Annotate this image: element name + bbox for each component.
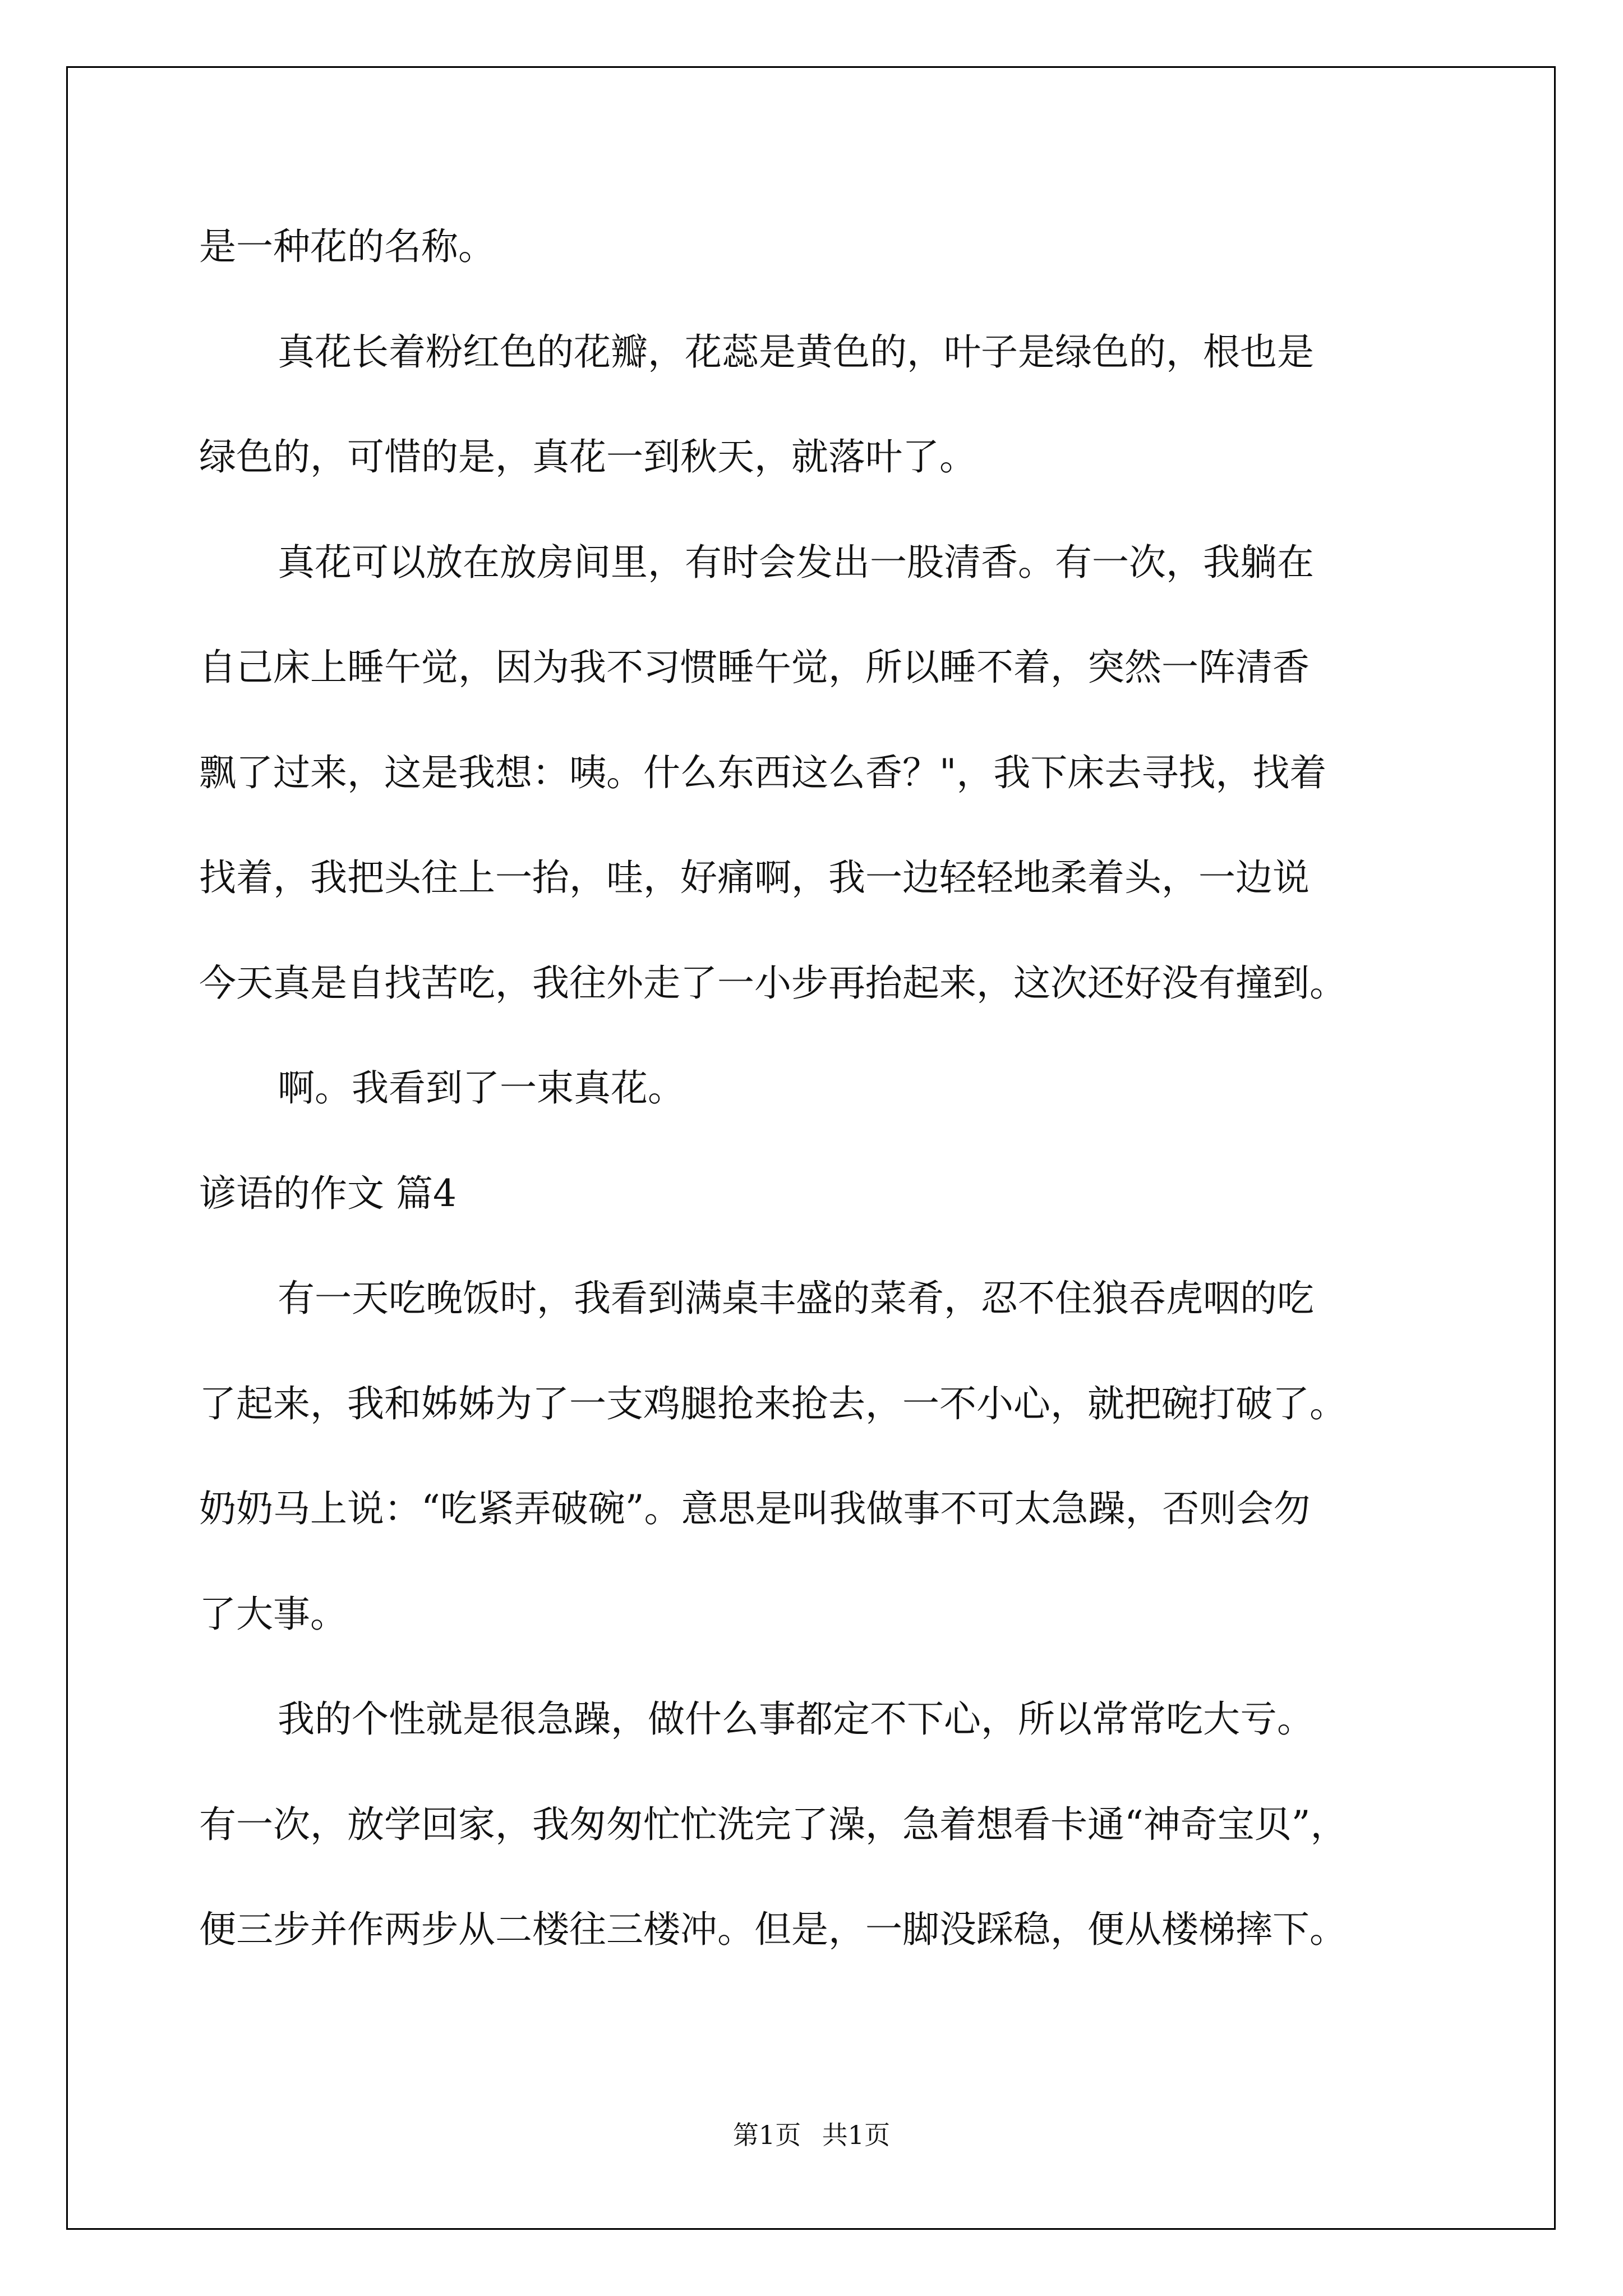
text-line: 了大事。 — [199, 1592, 347, 1636]
text-line: 绿色的，可惜的是，真花一到秋天，就落叶了。 — [199, 435, 976, 478]
text-line: 自己床上睡午觉，因为我不习惯睡午觉，所以睡不着，突然一阵清香 — [199, 646, 1310, 689]
page-footer: 第1页 共1页 — [732, 2120, 891, 2150]
text-line: 有一次，放学回家，我匆匆忙忙洗完了澡，急着想看卡通“神奇宝贝”， — [199, 1802, 1348, 1846]
paragraph-start-line: 真花长着粉红色的花瓣，花蕊是黄色的，叶子是绿色的，根也是 — [278, 330, 1314, 374]
paragraph-start-line: 啊。我看到了一束真花。 — [278, 1066, 685, 1110]
paragraph-start-line: 真花可以放在放房间里，有时会发出一股清香。有一次，我躺在 — [278, 540, 1314, 584]
document-body — [199, 194, 1422, 1982]
paragraph-start-line: 有一天吃晚饭时，我看到满桌丰盛的菜肴，忍不住狼吞虎咽的吃 — [278, 1277, 1314, 1320]
paragraph-start-line: 我的个性就是很急躁，做什么事都定不下心，所以常常吃大亏。 — [278, 1697, 1314, 1741]
text-line: 是一种花的名称。 — [199, 225, 495, 268]
text-line: 了起来，我和姊姊为了一支鸡腿抢来抢去，一不小心，就把碗打破了。 — [199, 1382, 1347, 1425]
section-heading: 谚语的作文 篇4 — [199, 1171, 457, 1215]
text-line: 找着，我把头往上一抬，哇，好痛啊，我一边轻轻地柔着头，一边说 — [199, 856, 1310, 899]
text-line: 便三步并作两步从二楼往三楼冲。但是，一脚没踩稳，便从楼梯摔下。 — [199, 1908, 1347, 1951]
text-line: 飘了过来，这是我想：咦。什么东西这么香？"，我下床去寻找，找着 — [199, 751, 1327, 794]
text-line: 今天真是自找苦吃，我往外走了一小步再抬起来，这次还好没有撞到。 — [199, 961, 1347, 1005]
text-line: 奶奶马上说：“吃紧弄破碗”。意思是叫我做事不可太急躁，否则会勿 — [199, 1487, 1311, 1530]
